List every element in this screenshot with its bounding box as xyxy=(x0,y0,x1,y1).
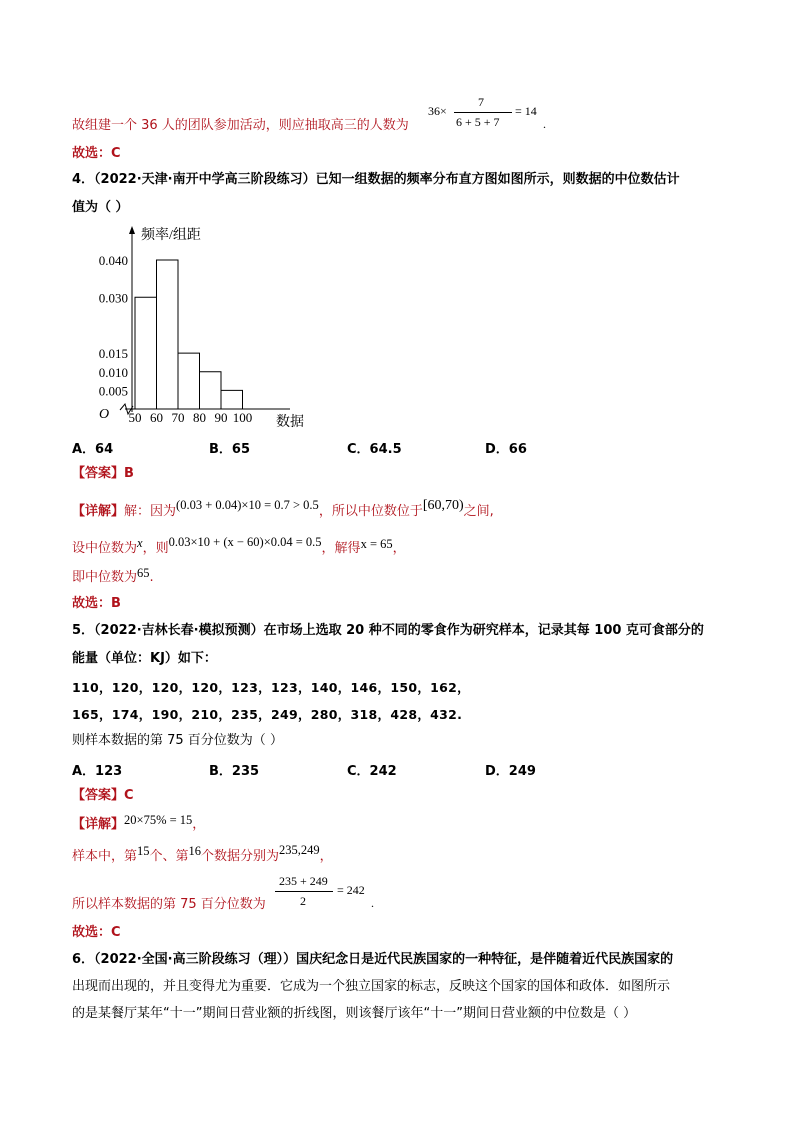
q3-formula xyxy=(428,95,548,135)
q5-stem-line2: 能量（单位：KJ）如下： xyxy=(72,651,217,666)
q4-detail-interval: [60,70) xyxy=(422,498,464,513)
q5-data-line2: 165，174，190，210，235，249，280，318，428，432. xyxy=(72,707,463,722)
q4-detail-text: 之间, xyxy=(463,504,494,519)
q4-detail-text: ，所以中位数位于 xyxy=(318,504,423,519)
y-axis-label: 频率/组距 xyxy=(141,228,201,243)
q3-period: . xyxy=(543,117,546,131)
q4-detail-formula2: 0.03×10 + (x − 60)×0.04 = 0.5 xyxy=(168,535,322,549)
y-tick-label: 0.040 xyxy=(98,253,128,268)
q3-conclusion-line xyxy=(72,117,409,135)
histogram-bar xyxy=(135,297,157,409)
q4-detail-solution: x = 65 xyxy=(360,537,393,551)
x-tick-label: 60 xyxy=(150,410,163,425)
q5-detail-formula1: 20×75% = 15 xyxy=(124,813,193,827)
q4-detail-text: . xyxy=(149,570,154,585)
histogram-bar xyxy=(221,390,243,409)
q4-option-d: D．66 xyxy=(485,442,527,457)
q4-stem-line2: 值为（ ） xyxy=(72,200,129,215)
q5-detail-text: 样本中，第 xyxy=(72,849,138,864)
q3-frac-denominator: 6 + 5 + 7 xyxy=(456,115,500,129)
q5-detail-text: 个数据分别为 xyxy=(201,849,280,864)
q5-period: . xyxy=(371,896,374,910)
q5-question: 则样本数据的第 75 百分位数为（ ） xyxy=(72,733,283,748)
q5-detail-num: 15 xyxy=(137,844,150,858)
x-tick-label: 70 xyxy=(171,410,185,425)
q5-option-c: C．242 xyxy=(347,764,397,779)
q3-frac-numerator: 7 xyxy=(478,95,484,109)
q4-detail-line1 xyxy=(72,498,494,521)
q4-detail-line2 xyxy=(72,535,406,558)
q4-detail-text: ，则 xyxy=(142,541,169,556)
q5-detail-text: ， xyxy=(192,817,206,832)
q4-detail-text: 即中位数为 xyxy=(72,570,138,585)
y-tick-label: 0.015 xyxy=(98,346,128,362)
origin-label: O xyxy=(99,407,110,422)
q6-line2: 出现而出现的，并且变得尤为重要．它成为一个独立国家的标志，反映这个国家的国体和政体．如图所示 xyxy=(72,979,671,994)
q5-detail-label: 【详解】 xyxy=(72,817,125,832)
q4-option-b: B．65 xyxy=(209,442,250,457)
q6-line3: 的是某餐厅某年“十一”期间日营业额的折线图，则该餐厅该年“十一”期间日营业额的中位数是（ ） xyxy=(72,1006,637,1021)
q5-stem-line1: 5．（2022·吉林长春·模拟预测）在市场上选取 20 种不同的零食作为研究样本，记录其每 100 克可食部分的 xyxy=(72,623,704,638)
q5-detail-line1 xyxy=(72,815,205,834)
q5-detail-values: 235,249 xyxy=(279,843,320,857)
x-tick-label: 90 xyxy=(214,410,228,425)
q3-answer: 故选：C xyxy=(72,146,121,161)
q5-frac-numerator: 235 + 249 xyxy=(279,874,328,888)
q4-detail-text: ，解得 xyxy=(321,541,361,556)
x-tick-label: 50 xyxy=(128,410,142,425)
q4-detail-label: 【详解】 xyxy=(72,504,125,519)
y-tick-label: 0.010 xyxy=(98,364,128,380)
q5-detail-text: 所以样本数据的第 75 百分位数为 xyxy=(72,897,266,912)
q5-formula-right: = 242 xyxy=(337,883,365,897)
y-tick-label: 0.030 xyxy=(98,290,128,306)
histogram-bar xyxy=(157,260,179,409)
q5-frac-bar xyxy=(275,891,333,892)
q4-histogram xyxy=(95,222,325,432)
x-tick-label: 80 xyxy=(193,410,206,425)
q5-answer: 【答案】C xyxy=(72,788,134,803)
histogram-bar xyxy=(178,353,200,409)
q3-formula-left: 36× xyxy=(428,104,447,118)
q5-formula xyxy=(275,874,387,914)
q3-formula-right: = 14 xyxy=(515,104,537,118)
q3-frac-bar xyxy=(454,112,512,113)
q4-option-a: A．64 xyxy=(72,442,114,457)
histogram-bar xyxy=(200,372,222,409)
q4-detail-var: x xyxy=(137,536,143,550)
q5-data-line1: 110，120，120，120，123，123，140，146，150，162， xyxy=(72,680,470,695)
q4-answer: 【答案】B xyxy=(72,466,134,481)
q5-detail-line2 xyxy=(72,843,333,866)
q4-final-answer: 故选：B xyxy=(72,596,121,611)
q5-option-d: D．249 xyxy=(485,764,536,779)
q5-detail-text: 个、第 xyxy=(149,849,189,864)
q5-option-b: B．235 xyxy=(209,764,260,779)
q6-line1: 6．（2022·全国·高三阶段练习（理））国庆纪念日是近代民族国家的一种特征，是伴随着近代民族国家的 xyxy=(72,952,674,967)
x-tick-label: 100 xyxy=(232,410,253,425)
q5-detail-line3 xyxy=(72,896,266,914)
q5-frac-denominator: 2 xyxy=(300,894,306,908)
y-tick-label: 0.005 xyxy=(98,383,128,399)
q4-detail-text: 解：因为 xyxy=(124,504,177,519)
q4-detail-formula1: (0.03 + 0.04)×10 = 0.7 > 0.5 xyxy=(176,498,319,512)
q5-final-answer: 故选：C xyxy=(72,925,121,940)
q5-detail-num: 16 xyxy=(188,844,202,858)
x-axis-label: 数据 xyxy=(276,415,304,430)
q4-detail-text: 设中位数为 xyxy=(72,541,138,556)
q4-detail-median: 65 xyxy=(137,566,150,580)
q3-conclusion-text: 故组建一个 36 人的团队参加活动，则应抽取高三的人数为 xyxy=(72,118,409,133)
q4-detail-line3 xyxy=(72,568,154,587)
q5-option-a: A．123 xyxy=(72,764,123,779)
q5-detail-text: ， xyxy=(319,849,333,864)
q4-option-c: C．64.5 xyxy=(347,442,402,457)
y-axis-arrow xyxy=(129,226,135,234)
q4-stem-line1: 4．（2022·天津·南开中学高三阶段练习）已知一组数据的频率分布直方图如图所示，则数据的中位数估计 xyxy=(72,172,680,187)
q4-detail-text: ， xyxy=(392,541,406,556)
